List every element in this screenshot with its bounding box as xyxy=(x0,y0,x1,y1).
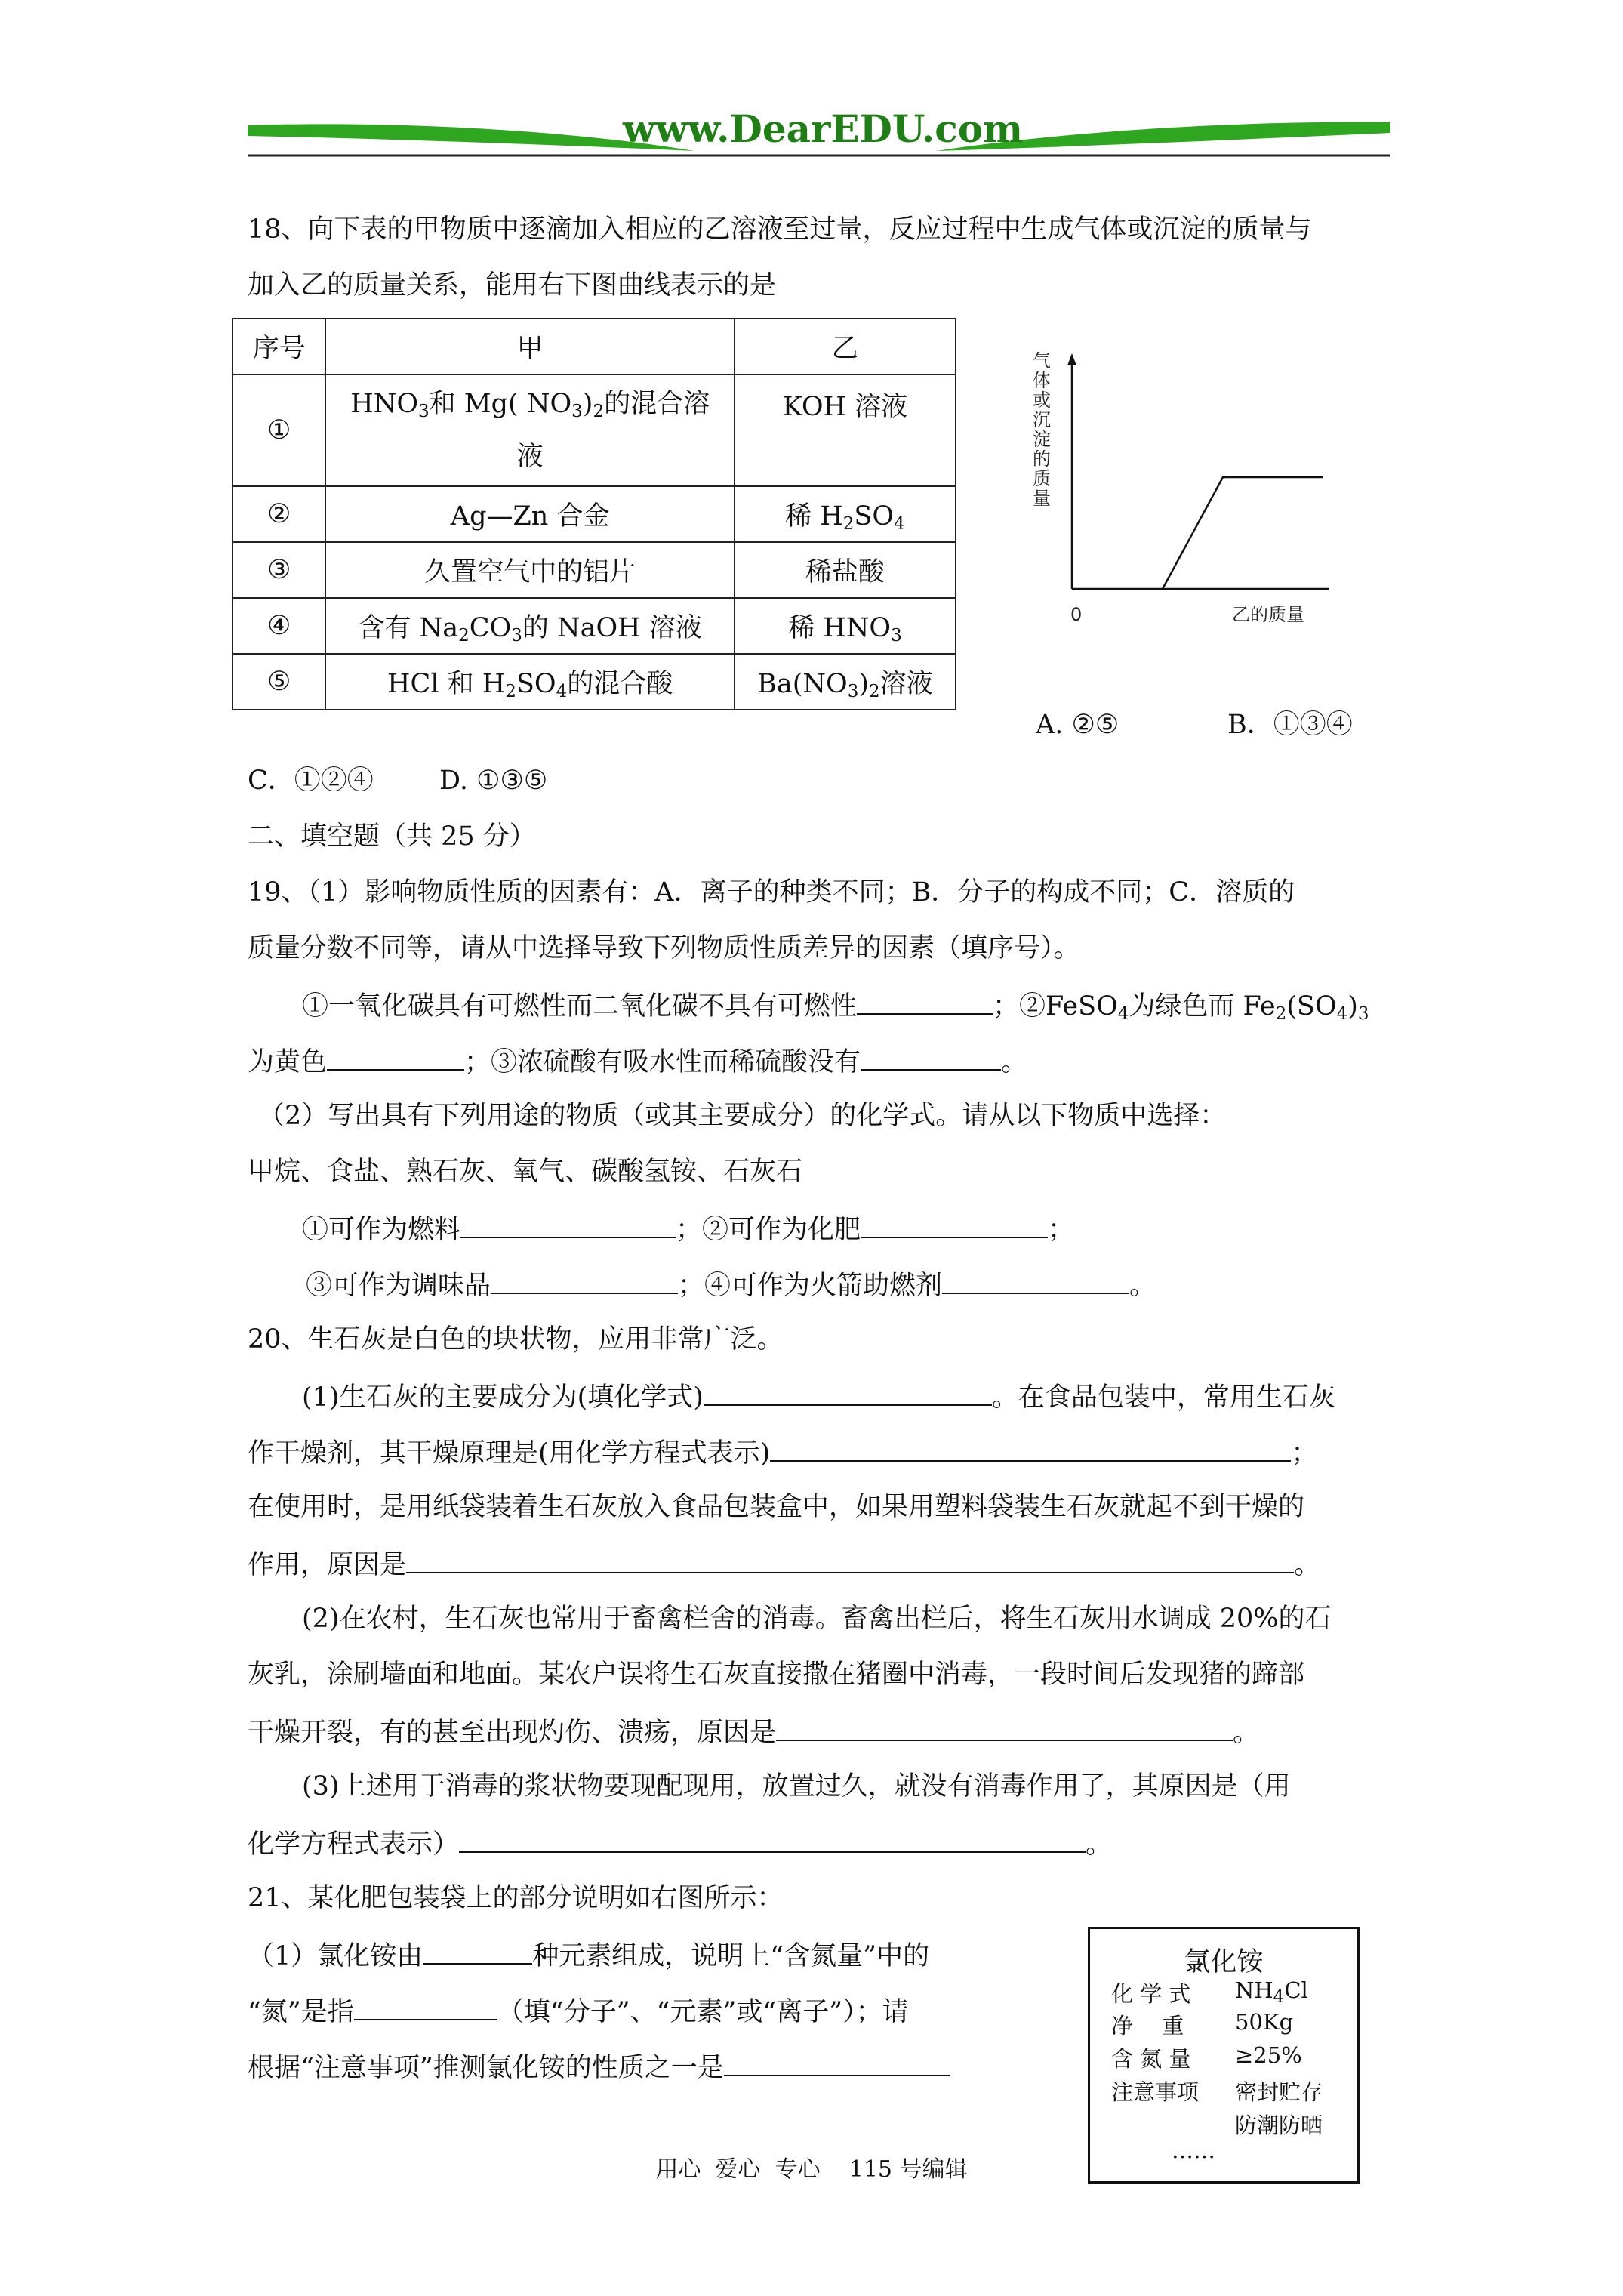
row-yi: 稀 $HNO_3$ xyxy=(735,598,956,654)
table-row xyxy=(233,598,956,654)
q20-line2: (1)生石灰的主要成分为(填化学式) 。在食品包装中，常用生石灰 xyxy=(302,1379,1335,1414)
answer-blank[interactable] xyxy=(491,1267,678,1294)
q20-line5: 作用，原因是 。 xyxy=(248,1546,1320,1582)
label-key: 化 学 式 xyxy=(1111,1981,1191,2007)
q21-line2: （1）氯化铵由 种元素组成，说明上“含氮量”中的 xyxy=(248,1937,929,1973)
site-name: www.DearEDU.com xyxy=(622,106,1023,151)
curve-line xyxy=(1163,477,1323,589)
row-no: ⑤ xyxy=(233,654,325,710)
fertilizer-label xyxy=(1088,1927,1360,2184)
label-key: 净 重 xyxy=(1111,2013,1184,2039)
table-row xyxy=(233,542,956,598)
answer-blank[interactable] xyxy=(459,1826,1086,1853)
q19-line2: 质量分数不同等，请从中选择导致下列物质性质差异的因素（填序号）。 xyxy=(248,933,1080,963)
q18-line2: 加入乙的质量关系，能用右下图曲线表示的是 xyxy=(248,270,777,300)
y-axis-label-char: 沉 xyxy=(1033,409,1051,430)
answer-blank[interactable] xyxy=(423,1937,532,1965)
y-axis-label-char: 的 xyxy=(1033,448,1051,470)
label-key: 含 氮 量 xyxy=(1111,2046,1191,2072)
q20-line1: 20、生石灰是白色的块状物，应用非常广泛。 xyxy=(248,1324,784,1354)
q21-line4: 根据“注意事项”推测氯化铵的性质之一是 xyxy=(248,2049,950,2085)
label-ellipsis: …… xyxy=(1172,2137,1215,2163)
answer-blank[interactable] xyxy=(724,2049,950,2076)
answer-blank[interactable] xyxy=(354,1993,497,2020)
label-key: 注意事项 xyxy=(1111,2079,1200,2105)
q19-line7: ①可作为燃料 ；②可作为化肥 ； xyxy=(302,1211,1074,1247)
answer-blank[interactable] xyxy=(861,1211,1048,1238)
table-row xyxy=(233,654,956,710)
label-value: 50Kg xyxy=(1235,2009,1294,2035)
section-title: 二、填空题（共 25 分） xyxy=(248,821,536,852)
q20-line9: (3)上述用于消毒的浆状物要现配现用，放置过久，就没有消毒作用了，其原因是（用 xyxy=(302,1771,1291,1801)
y-axis-label-char: 体 xyxy=(1033,370,1051,391)
answer-blank[interactable] xyxy=(704,1379,992,1406)
row-yi: 稀 $H_2SO_4$ xyxy=(735,486,956,542)
answer-blank[interactable] xyxy=(857,988,993,1015)
answer-blank[interactable] xyxy=(460,1211,676,1238)
row-jia: Ag—Zn 合金 xyxy=(325,486,734,542)
q19-line1: 19、（1）影响物质性质的因素有：A．离子的种类不同；B．分子的构成不同；C．溶质的 xyxy=(248,877,1295,908)
table-row xyxy=(233,486,956,542)
row-no: ③ xyxy=(233,542,325,598)
row-yi: 稀盐酸 xyxy=(735,542,956,598)
table-row xyxy=(233,374,956,486)
row-yi: $Ba(NO_3)_2$溶液 xyxy=(735,654,956,710)
header-banner xyxy=(242,106,1397,166)
row-no: ④ xyxy=(233,598,325,654)
option-a: A. ②⑤ xyxy=(1036,710,1119,740)
table-header-row xyxy=(233,319,956,374)
q19-line8: ③可作为调味品 ；④可作为火箭助燃剂 。 xyxy=(306,1267,1156,1302)
y-axis-label xyxy=(1033,350,1051,509)
q20-line6: (2)在农村，生石灰也常用于畜禽栏舍的消毒。畜禽出栏后，将生石灰用水调成 20%的石 xyxy=(302,1604,1332,1634)
answer-blank[interactable] xyxy=(776,1714,1233,1741)
answer-blank[interactable] xyxy=(942,1267,1129,1294)
row-jia: 久置空气中的铝片 xyxy=(325,542,734,598)
y-axis-label-char: 质 xyxy=(1033,468,1051,489)
q19-line3: ①一氧化碳具有可燃性而二氧化碳不具有可燃性 ；②FeSO$_4$为绿色而 $Fe_2(SO_4)_3$ xyxy=(302,988,1369,1023)
label-value: $NH_4Cl$ xyxy=(1235,1977,1308,2007)
q20-line7: 灰乳，涂刷墙面和地面。某农户误将生石灰直接撒在猪圈中消毒，一段时间后发现猪的蹄部 xyxy=(248,1660,1305,1690)
answer-blank[interactable] xyxy=(861,1043,1001,1071)
origin-label: 0 xyxy=(1070,604,1083,625)
option-b: B．①③④ xyxy=(1227,710,1353,740)
label-title: 氯化铵 xyxy=(1184,1947,1264,1977)
header-no: 序号 xyxy=(233,319,325,374)
q19-line4: 为黄色 ；③浓硫酸有吸水性而稀硫酸没有 。 xyxy=(248,1043,1027,1079)
row-no: ① xyxy=(233,374,325,486)
q20-line8: 干燥开裂，有的甚至出现灼伤、溃疡，原因是 。 xyxy=(248,1714,1259,1749)
q19-line6: 甲烷、食盐、熟石灰、氧气、碳酸氢铵、石灰石 xyxy=(248,1157,803,1187)
y-axis-label-char: 量 xyxy=(1033,488,1051,509)
option-c: C．①②④ xyxy=(248,766,374,796)
x-axis-label: 乙的质量 xyxy=(1232,604,1304,625)
row-jia: 含有 $Na_2CO_3$的 NaOH 溶液 xyxy=(325,598,734,654)
header-jia: 甲 xyxy=(325,319,734,374)
y-axis-label-char: 或 xyxy=(1033,390,1051,411)
mass-curve-chart xyxy=(1027,347,1344,634)
row-jia: HCl 和 $H_2SO_4$的混合酸 xyxy=(325,654,734,710)
footer: 用心 爱心 专心 115 号编辑 xyxy=(655,2156,968,2183)
answer-blank[interactable] xyxy=(770,1435,1291,1462)
q20-line3: 作干燥剂，其干燥原理是(用化学方程式表示) ； xyxy=(248,1435,1317,1470)
option-d: D. ①③⑤ xyxy=(439,766,548,796)
q20-line10: 化学方程式表示） 。 xyxy=(248,1826,1112,1861)
header-yi: 乙 xyxy=(735,319,956,374)
answer-blank[interactable] xyxy=(406,1546,1294,1573)
row-yi: KOH 溶液 xyxy=(735,374,956,486)
answer-blank[interactable] xyxy=(327,1043,464,1071)
y-axis-label-char: 气 xyxy=(1033,350,1051,371)
q18-table xyxy=(232,318,956,710)
label-value: 防潮防晒 xyxy=(1235,2113,1323,2138)
q18-line1: 18、向下表的甲物质中逐滴加入相应的乙溶液至过量，反应过程中生成气体或沉淀的质量与 xyxy=(248,214,1312,245)
row-no: ② xyxy=(233,486,325,542)
q21-line1: 21、某化肥包装袋上的部分说明如右图所示： xyxy=(248,1883,784,1913)
label-value: 密封贮存 xyxy=(1235,2079,1323,2105)
y-axis-label-char: 淀 xyxy=(1033,429,1051,450)
row-jia: $HNO_3$和 Mg( $NO_3)_2$的混合溶 液 xyxy=(325,374,734,486)
label-value: ≥25% xyxy=(1235,2042,1302,2068)
y-axis-arrow xyxy=(1067,353,1076,365)
q19-line5: （2）写出具有下列用途的物质（或其主要成分）的化学式。请从以下物质中选择： xyxy=(258,1101,1227,1131)
q20-line4: 在使用时，是用纸袋装着生石灰放入食品包装盒中，如果用塑料袋装生石灰就起不到干燥的 xyxy=(248,1492,1305,1522)
q21-line3: “氮”是指 （填“分子”、“元素”或“离子”）；请 xyxy=(248,1993,909,2029)
